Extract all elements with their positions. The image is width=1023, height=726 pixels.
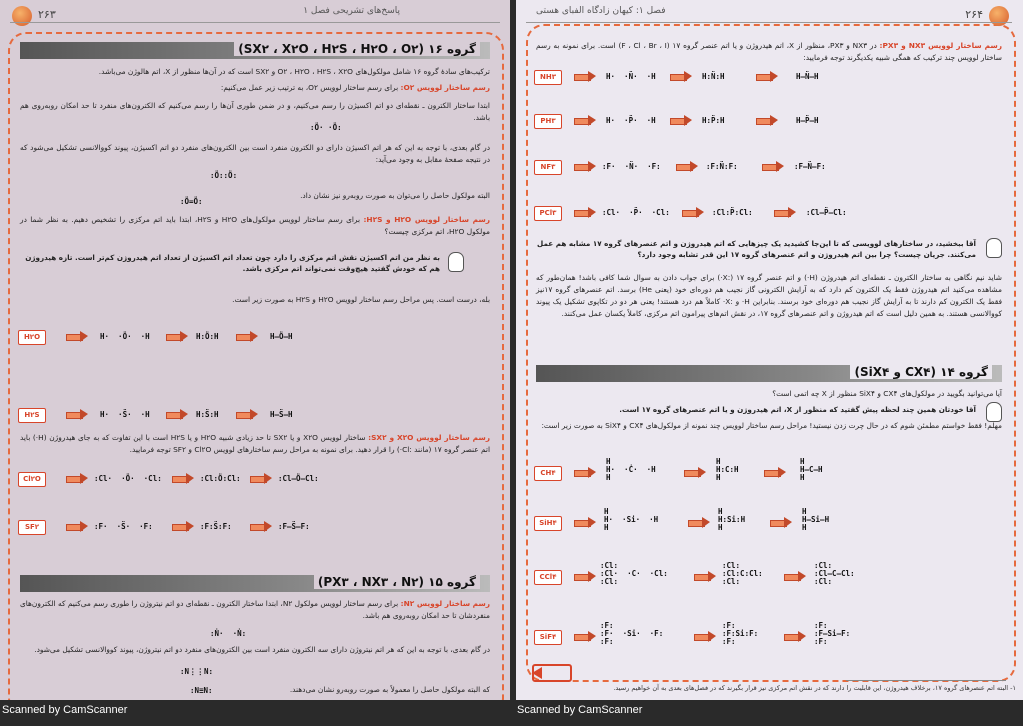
row-label: SF۲ [18,520,46,535]
right-page [516,0,1023,700]
step3-structure: :F—S̈—F: [278,522,310,531]
step2-structure: H:N̈:H [702,72,725,81]
step1-structure: :F· ·S̈· ·F: [94,522,153,531]
arrow-icon [682,208,704,217]
back-arrow-icon [532,664,572,682]
row-label: SiH۴ [534,516,562,531]
right-running-head: فصل ۱: کیهان زادگاه الفبای هستی [536,6,666,16]
arrow-icon [166,410,188,419]
n2-text3: که البته مولکول حاصل را معمولاً به صورت روبه‌رو نشان می‌دهند. [289,685,490,694]
step1-structure: H· ·S̈· ·H [100,410,150,419]
sx2-para [20,432,490,456]
nx3-text: در NX۳ و PX۳، منظور از X، اتم هیدروژن و یا اتم عنصر گروه ۱۷ (F ، Cl ، Br ، I) است. برای نمونه به رسم ساختار لوویس چند ترکیب که همگی شبیه یکدیگرند توجه فرمایید: [536,41,1002,62]
arrow-icon [764,468,786,477]
n2-heading: رسم ساختار لوویس N۲: [400,599,491,608]
o2-step2: در گام بعدی، با توجه به این که هر اتم اکسیژن دارای دو الکترون منفرد است بین الکترون‌های منفرد دو اتم اکسیژن، پیوند کووالانسی تشکیل می‌شود که در نتیجه صفحهٔ مقابل به وجود می‌آید: [20,143,490,164]
n2-structure-1: :Ṅ· ·Ṅ: [210,629,247,638]
step1-structure: H· ·P̈· ·H [606,116,656,125]
left-running-head: پاسخ‌های تشریحی فصل ۱ [303,6,400,16]
section-15-bar [20,575,490,592]
arrow-icon [574,518,596,527]
para-group16: ترکیب‌های سادهٔ گروه ۱۶ شامل مولکول‌های O۲ ، H۲O ، H۲S ، X۲O و SX۲ است که در آن‌ها منظور از X، اتم هالوژن می‌باشد. [98,67,490,76]
student-mascot-icon [448,252,464,272]
arrow-icon [676,162,698,171]
header-rule [526,22,1012,23]
step2-structure: H:S̈:H [196,410,219,419]
row-label: NF۳ [534,160,562,175]
step1-structure: :Cl· ·P̈· ·Cl: [602,208,670,217]
step3-structure: H—Ö—H [270,332,293,341]
row-label: SiF۴ [534,630,562,645]
step2-structure: :F:S̈:F: [200,522,232,531]
arrow-icon [172,474,194,483]
h2o-intro-line [20,214,490,238]
step1-structure: H H· ·Si· ·H H [604,507,659,532]
arrow-icon [756,72,778,81]
step2-structure: :F:N̈:F: [706,162,738,171]
step2-structure: H H:Si:H H [718,507,746,532]
section-16-title: گروه ۱۶ (SX۲ ، X۲O ، H۲S ، H۲O ، O۲) [234,42,480,56]
n2-text2: در گام بعدی، با توجه به این که هر اتم نیتروژن دارای سه الکترون منفرد است بین الکترون‌های منفرد دو اتم نیتروژن، پیوند کووالانسی تشکیل می‌شود. [34,645,490,654]
arrow-icon [66,410,88,419]
step2-structure: H:P̈:H [702,116,725,125]
right14-row-2 [516,558,1023,598]
n2-structure-3: :N≡N: [190,686,213,695]
o2-step3: البته مولکول حاصل را می‌توان به صورت روبه‌رو نیز نشان داد. [300,191,490,200]
step3-structure: :F: :F—Si—F: :F: [814,621,851,646]
step2-structure: H H:C:H H [716,457,739,482]
globe-icon [12,6,32,26]
step2-structure: :Cl:Ö:Cl: [200,474,241,483]
header-rule [10,22,500,23]
student-mascot-icon [986,402,1002,422]
arrow-icon [688,518,710,527]
row-label: CCl۴ [534,570,562,585]
step3-structure: H—N̈—H [796,72,819,81]
section-14-bar [536,365,1002,382]
h2o-heading: رسم ساختار لوویس H۲O و H۲S: [363,215,490,224]
group14-para: مهلم! فقط خواستم مطمئن شوم که در حال چرت زدن نیستید! مراحل رسم ساختار لوویس چند نمونه از مولکول‌های CX۴ و SiX۴ به صورت زیر است: [541,421,1002,430]
left-row-0 [0,324,510,352]
footnote-rule [846,680,1006,681]
step2-structure: H:Ö:H [196,332,219,341]
right-row-3 [516,200,1023,228]
nx3-para [536,40,1002,64]
arrow-icon [66,474,88,483]
o2-intro-line [20,82,490,94]
footnote: ۱- البته اتم عنصرهای گروه ۱۷، برخلاف هیدروژن، این قابلیت را دارند که در نقش اتم مرکزی نیز قرار بگیرند که در فصل‌های بعدی به آن خواهیم رسید. [613,684,1016,692]
h2o-intro: برای رسم ساختار لوویس مولکول‌های H۲O و H۲S، ابتدا باید اتم مرکزی را تشخیص دهیم. به نظر شما در مولکول H۲O، اتم مرکزی چیست؟ [20,215,490,236]
arrow-icon [770,518,792,527]
row-label: CH۴ [534,466,562,481]
arrow-icon [250,474,272,483]
step3-structure: :Cl—Ö—Cl: [278,474,319,483]
step1-structure: H· ·N̈· ·H [606,72,656,81]
step2-structure: :F: :F:Si:F: :F: [722,621,759,646]
step3-structure: H—S̈—H [270,410,293,419]
arrow-icon [574,116,596,125]
arrow-icon [670,72,692,81]
right-page-number: ۲۶۴ [965,8,983,21]
arrow-icon [66,332,88,341]
group14-student-note: آقا خودتان همین چند لحظه پیش گفتید که منظور از X، اتم هیدروژن و یا اتم عنصرهای گروه ۱۷ است. [619,405,976,414]
h2o-student-note: به نظر من اتم اکسیژن نقش اتم مرکزی را دارد چون تعداد اتم اکسیژن از تعداد اتم هیدروژن کم‌تر است. تازه هیدروژن هم که خودش گفتید هیچ‌وقت نمی‌تواند اتم مرکزی باشد. [25,253,440,273]
arrow-icon [762,162,784,171]
left-page-number: ۲۶۳ [38,8,56,21]
step1-structure: :Cl: :Cl· ·C· ·Cl: :Cl: [600,561,668,586]
n2-structure-2: :N⋮⋮N: [180,667,214,676]
arrow-icon [574,162,596,171]
arrow-icon [756,116,778,125]
camscanner-watermark-left: Scanned by CamScanner [2,704,128,716]
step1-structure: H· ·Ö· ·H [100,332,150,341]
nx3-heading: رسم ساختار لوویس NX۳ و PX۳: [879,41,1002,50]
n2-text1: برای رسم ساختار لوویس مولکول N۲، ابتدا ساختار الکترون ـ نقطه‌ای دو اتم نیتروژن را طوری رسم می‌کنیم که الکترون‌های منفردشان تا حد امکان روبه‌روی هم باشد. [20,599,490,620]
left-row-1 [0,402,510,430]
step3-structure: :Cl: :Cl—C—Cl: :Cl: [814,561,855,586]
left-row-2 [0,466,510,494]
row-label: PCl۳ [534,206,562,221]
step3-structure: :Cl—P̈—Cl: [806,208,847,217]
h2o-conclusion: بله، درست است. پس مراحل رسم ساختار لوویس H۲O و H۲S به صورت زیر است. [232,295,490,304]
right14-row-3 [516,618,1023,658]
sx2-heading: رسم ساختار لوویس X۲O و SX۲: [368,433,490,442]
right14-row-1 [516,504,1023,544]
step3-structure: H H—C—H H [800,457,823,482]
step1-structure: :F· ·N̈· ·F: [602,162,661,171]
row-label: H۲S [18,408,46,423]
arrow-icon [684,468,706,477]
row-label: Cl۲O [18,472,46,487]
arrow-icon [574,208,596,217]
group14-question: آیا می‌توانید بگویید در مولکول‌های CX۴ و SiX۴ منظور از X چه اتمی است؟ [772,389,1002,398]
student-mascot-icon [986,238,1002,258]
step1-structure: :F: :F· ·Si· ·F: :F: [600,621,664,646]
arrow-icon [574,72,596,81]
step3-structure: H—P̈—H [796,116,819,125]
left-row-3 [0,514,510,542]
step2-structure: :Cl:P̈:Cl: [712,208,753,217]
right-row-0 [516,64,1023,92]
arrow-icon [574,572,596,581]
row-label: PH۳ [534,114,562,129]
right14-row-0 [516,454,1023,494]
arrow-icon [784,632,806,641]
o2-structure-1: :Ö· ·Ö: [310,123,342,132]
o2-step1: ابتدا ساختار الکترون ـ نقطه‌ای دو اتم اکسیژن را رسم می‌کنیم، و در ضمن طوری آن‌ها را رسم می‌کنیم که الکترون‌های منفرد تا حد امکان روبه‌روی هم باشد. [20,101,490,122]
section-15-title: گروه ۱۵ (PX۳ ، NX۳ ، N۲) [314,575,480,589]
h-x-student-note: آقا ببخشید، در ساختارهای لوویسی که تا این‌جا کشیدید یک چیزهایی که اتم هیدروژن و اتم عنصرهای گروه ۱۷ مشابه هم عمل می‌کنند. جریان چیست؟ چرا بین اتم هیدروژن و اتم عنصرهای گروه ۱۷ این قدر تشابه وجود دارد؟ [537,239,976,259]
step3-structure: :F—N̈—F: [794,162,826,171]
o2-structure-3: :Ö=Ö: [180,197,203,206]
o2-heading: رسم ساختار لوویس O۲: [400,83,490,92]
arrow-icon [236,410,258,419]
row-label: NH۳ [534,70,562,85]
row-label: H۲O [18,330,46,345]
right-row-1 [516,108,1023,136]
arrow-icon [236,332,258,341]
section-16-bar [20,42,490,59]
step3-structure: H H—Si—H H [802,507,830,532]
arrow-icon [774,208,796,217]
arrow-icon [172,522,194,531]
o2-intro: برای رسم ساختار لوویس O۲، به ترتیب زیر عمل می‌کنیم: [220,83,399,92]
n2-para [20,598,490,622]
arrow-icon [250,522,272,531]
arrow-icon [784,572,806,581]
step1-structure: H H· ·Ċ· ·H H [606,457,656,482]
camscanner-watermark-right: Scanned by CamScanner [517,704,643,716]
step2-structure: :Cl: :Cl:C:Cl: :Cl: [722,561,763,586]
sx2-text: ساختار لوویس X۲O و یا SX۲ تا حد زیادی شبیه H۲O و یا H۲S است با این تفاوت که به جای هیدروژن (H·) باید اتم عنصر گروه ۱۷ (مانند :Cl·) را قرار دهید. برای نمونه به مراحل رسم ساختارهای لوویس Cl۲O و SF۲ توجه فرمایید. [20,433,490,454]
arrow-icon [66,522,88,531]
right-row-2 [516,154,1023,182]
arrow-icon [670,116,692,125]
arrow-icon [574,632,596,641]
h-x-answer: شاید نیم نگاهی به ساختار الکترون ـ نقطه‌ای اتم هیدروژن (H·) و اتم عنصر گروه ۱۷ (:X·) برای جواب دادن به سوال شما کافی باشد! همان‌طور که مشاهده می‌کنید اتم هیدروژن فقط یک الکترون کم دارد که به آرایش الکترونی گاز نجیب هم دوره‌ای خود (یعنی He) برسد. اتم عنصرهای گروه ۱۷نیز فقط یک الکترون کم دارند تا به آرایش گاز نجیب هم دوره‌ای خود برسند. بنابراین H· و :X· کاملاً هم درد هستند! یعنی هر دو در تکاپوی تشکیل یک پیوند کووالانسی هستند. به همین دلیل است که اتم هیدروژن و اتم عنصرهای گروه ۱۷، در نقش اتم‌های پیرامون اتم مرکزی، کاملاً یکسان عمل می‌کنند. [536,273,1002,318]
section-14-title: گروه ۱۴ (CX۴ و SiX۴) [850,365,992,379]
arrow-icon [574,468,596,477]
arrow-icon [694,572,716,581]
arrow-icon [166,332,188,341]
arrow-icon [694,632,716,641]
step1-structure: :Cl· ·Ö· ·Cl: [94,474,162,483]
globe-icon [989,6,1009,26]
left-page [0,0,510,700]
o2-structure-2: :Ö::Ö: [210,171,238,180]
